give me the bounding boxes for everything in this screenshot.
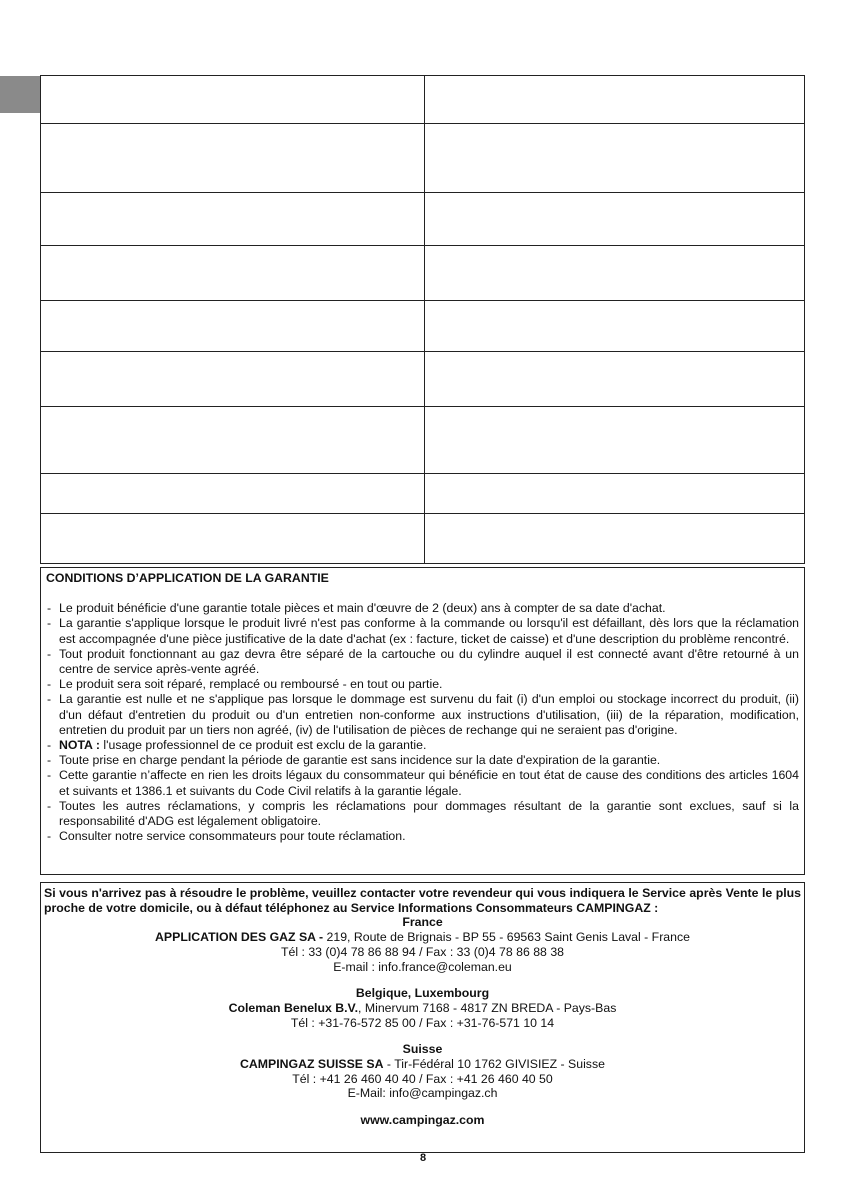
table-row xyxy=(41,193,805,246)
table-cell-right xyxy=(425,352,805,407)
warranty-condition-item: - La garantie est nulle et ne s'applique pas lorsque le dommage est survenu du fait (i) d'un emploi ou stockage incorrect du produit, (ii) d'un défaut d'entretien du produit ou d'un entretien non-conforme aux instructions d'utilisation, (iii) de la réparation, modification, entretien du produit par un tiers non agréé, (iv) de l'utilisation de pièces de rechange qui ne seraient pas d'origine. xyxy=(46,692,799,738)
email-address: E-mail : info.france@coleman.eu xyxy=(333,959,512,974)
company-address: , Minervum 7168 - 4817 ZN BREDA - Pays-Bas xyxy=(358,1000,617,1015)
warranty-conditions-box xyxy=(40,567,805,875)
table-cell-right xyxy=(425,407,805,474)
table-cell-left xyxy=(41,193,425,246)
table-row xyxy=(41,76,805,124)
table-cell-right xyxy=(425,474,805,514)
warranty-condition-item: - Consulter notre service consommateurs pour toute réclamation. xyxy=(46,829,799,844)
table-row xyxy=(41,407,805,474)
warranty-condition-item: - Toutes les autres réclamations, y compris les réclamations pour dommages résultant de la garantie sont exclues, sauf si la responsabilité d'ADG est légalement obligatoire. xyxy=(46,799,799,829)
warranty-condition-item: - Cette garantie n’affecte en rien les droits légaux du consommateur qui bénéficie en tout état de cause des conditions des articles 1604 et suivants et 1386.1 et suivants du Code Civil relatifs à la garantie légale. xyxy=(46,768,799,798)
contact-suisse xyxy=(44,1042,801,1101)
contact-benelux xyxy=(44,986,801,1030)
table-cell-right xyxy=(425,514,805,564)
section-tab-marker xyxy=(0,76,40,113)
warranty-condition-item: - Tout produit fonctionnant au gaz devra être séparé de la cartouche ou du cylindre auquel il est connecté avant d'être retourné à un centre de service après-vente agréé. xyxy=(46,647,799,677)
company-name: Coleman Benelux B.V. xyxy=(228,1000,359,1015)
phone-fax: Tél : +31-76-572 85 00 / Fax : +31-76-571 10 14 xyxy=(290,1015,555,1030)
company-name: APPLICATION DES GAZ SA - xyxy=(155,930,324,945)
country-heading: Suisse xyxy=(402,1042,443,1057)
table-cell-left xyxy=(41,474,425,514)
table-cell-left xyxy=(41,246,425,301)
table-cell-right xyxy=(425,301,805,352)
table-row xyxy=(41,246,805,301)
table-row xyxy=(41,474,805,514)
table-row xyxy=(41,352,805,407)
table-cell-right xyxy=(425,246,805,301)
company-address: - Tir-Fédéral 10 1762 GIVISIEZ - Suisse xyxy=(383,1057,605,1072)
customer-service-box xyxy=(40,882,805,1153)
phone-fax: Tél : 33 (0)4 78 86 88 94 / Fax : 33 (0)4 78 86 88 38 xyxy=(280,944,564,959)
email-address: E-Mail: info@campingaz.ch xyxy=(347,1086,498,1101)
country-heading: France xyxy=(402,915,443,930)
contact-france xyxy=(44,915,801,974)
phone-fax: Tél : +41 26 460 40 40 / Fax : +41 26 460 40 50 xyxy=(292,1071,553,1086)
troubleshooting-table xyxy=(40,75,805,564)
warranty-condition-item: - La garantie s'applique lorsque le produit livré n'est pas conforme à la commande ou lorsqu'il est défaillant, dès lors que la réclamation est accompagnée d'une pièce justificative de la date d'achat (ex : facture, ticket de caisse) et d'une description du problème rencontré. xyxy=(46,616,799,646)
table-cell-left xyxy=(41,124,425,193)
table-cell-right xyxy=(425,124,805,193)
table-row xyxy=(41,124,805,193)
company-name: CAMPINGAZ SUISSE SA xyxy=(240,1057,384,1072)
table-cell-left xyxy=(41,352,425,407)
table-cell-left xyxy=(41,76,425,124)
company-address: 219, Route de Brignais - BP 55 - 69563 Saint Genis Laval - France xyxy=(323,930,690,945)
table-row xyxy=(41,514,805,564)
page-number: 8 xyxy=(419,1152,427,1164)
warranty-condition-item: - Toute prise en charge pendant la période de garantie est sans incidence sur la date d'expiration de la garantie. xyxy=(46,753,799,768)
table-cell-right xyxy=(425,193,805,246)
website-link[interactable]: www.campingaz.com xyxy=(360,1113,485,1128)
country-heading: Belgique, Luxembourg xyxy=(355,986,490,1001)
warranty-condition-item: - Le produit sera soit réparé, remplacé ou remboursé - en tout ou partie. xyxy=(46,677,799,692)
table-row xyxy=(41,301,805,352)
table-cell-right xyxy=(425,76,805,124)
warranty-condition-item: - NOTA : l'usage professionnel de ce produit est exclu de la garantie. xyxy=(46,738,799,753)
table-cell-left xyxy=(41,514,425,564)
warranty-conditions-list xyxy=(46,601,799,844)
warranty-condition-item: - Le produit bénéficie d'une garantie totale pièces et main d'œuvre de 2 (deux) ans à compter de sa date d'achat. xyxy=(46,601,799,616)
table-cell-left xyxy=(41,301,425,352)
contact-intro: Si vous n'arrivez pas à résoudre le problème, veuillez contacter votre revendeur qui vous indiquera le Service après Vente le plus proche de votre domicile, ou à défaut téléphonez au Service Informations Consommateurs CAMPINGAZ : xyxy=(44,886,801,915)
warranty-conditions-title: CONDITIONS D’APPLICATION DE LA GARANTIE xyxy=(46,571,329,585)
table-cell-left xyxy=(41,407,425,474)
